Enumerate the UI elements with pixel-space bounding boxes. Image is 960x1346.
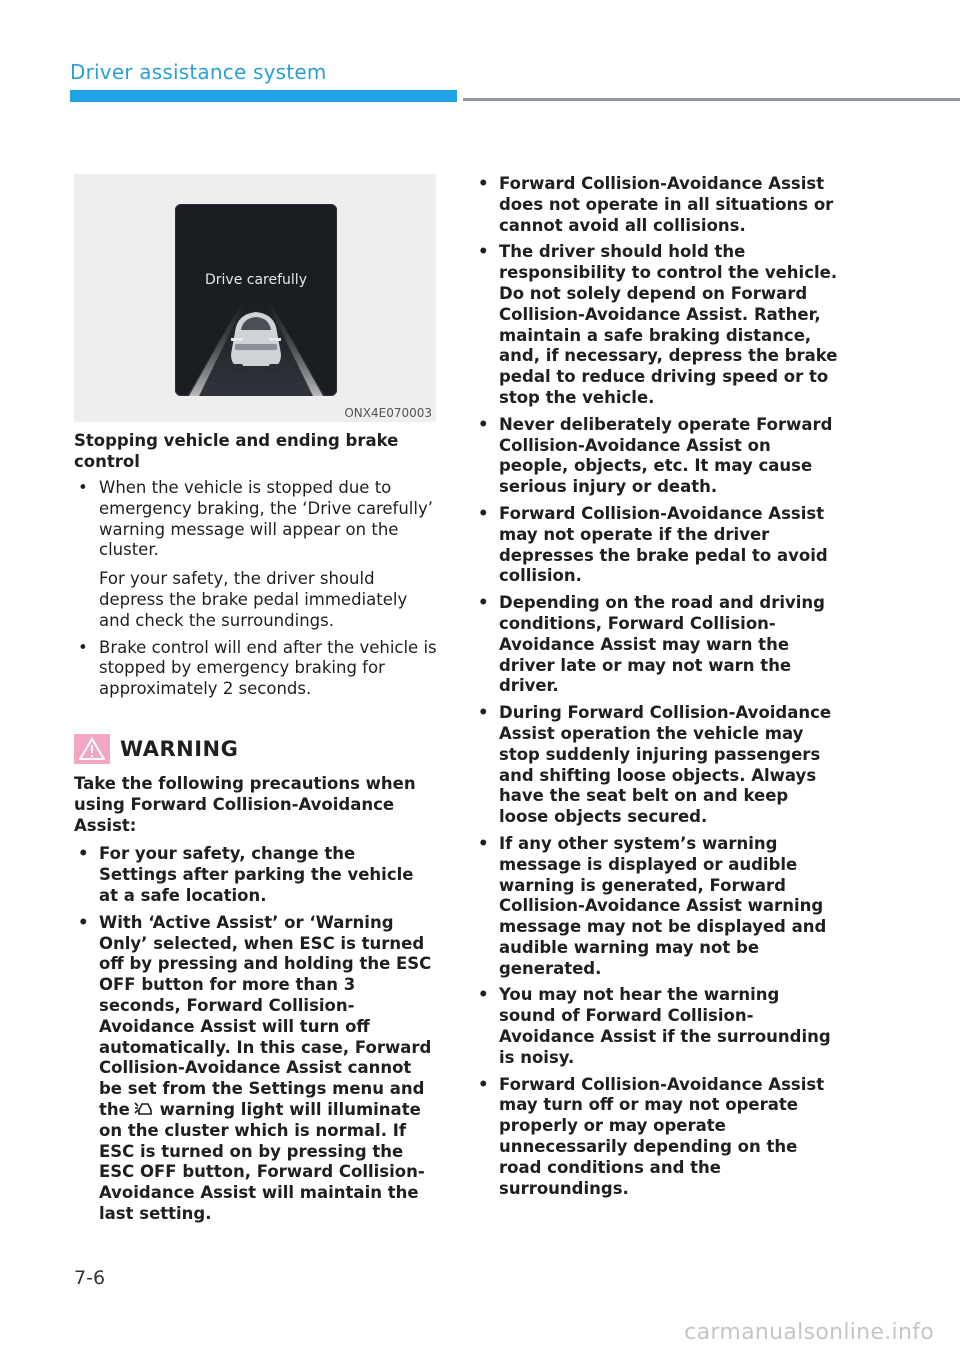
warning-text-part: warning light will illuminate on the cluster which is normal. If ESC is turned on by pressing the ESC OFF button, Forward Collision-Avoidance Assist will maintain the last setting.: [99, 1099, 425, 1223]
warning-triangle-icon: [74, 734, 110, 764]
right-column: [474, 174, 840, 1205]
list-item: • Forward Collision-Avoidance Assist does not operate in all situations or cannot avoid all collisions.: [474, 174, 840, 236]
cluster-screen: [175, 204, 337, 396]
header-rule-grey: [463, 98, 960, 101]
cluster-figure: [74, 174, 436, 422]
list-item: • The driver should hold the responsibility to control the vehicle. Do not solely depend on Forward Collision-Avoidance Assist. Rather, maintain a safe braking distance, and, if necessary, depress the brake pedal to reduce driving speed or to stop the vehicle.: [474, 242, 840, 408]
list-item: • Depending on the road and driving conditions, Forward Collision-Avoidance Assist may warn the driver late or may not warn the driver.: [474, 593, 840, 697]
header-rule-blue: [70, 90, 457, 102]
left-column: [74, 430, 438, 1231]
stopping-bullets: [74, 478, 438, 700]
fca-warning-light-icon: [134, 1101, 154, 1117]
list-item: • Forward Collision-Avoidance Assist may turn off or may not operate properly or may operate unnecessarily depending on the road conditions and the surroundings.: [474, 1075, 840, 1200]
list-item: • For your safety, change the Settings after parking the vehicle at a safe location.: [74, 844, 438, 906]
sub-heading: Stopping vehicle and ending brake control: [74, 431, 399, 471]
figure-code: ONX4E070003: [344, 406, 432, 420]
bullet-paragraph: • When the vehicle is stopped due to emergency braking, the ‘Drive carefully’ warning message will appear on the cluster.: [99, 478, 433, 560]
list-item: [74, 913, 438, 1225]
warning-header: [74, 734, 438, 764]
list-item: [74, 478, 438, 632]
road-lanes-graphic: [175, 204, 337, 396]
warning-bullets: [74, 844, 438, 1224]
precaution-bullets: [474, 174, 840, 1199]
warning-intro: Take the following precautions when using Forward Collision-Avoidance Assist:: [74, 773, 416, 835]
page-number: 7-6: [74, 1267, 106, 1289]
screen-message: Drive carefully: [205, 272, 307, 288]
list-item: • If any other system’s warning message is displayed or audible warning is generated, Forward Collision-Avoidance Assist warning message may not be displayed and audible warning may not be generated.: [474, 834, 840, 980]
warning-text-part: With ‘Active Assist’ or ‘Warning Only’ selected, when ESC is turned off by pressing and holding the ESC OFF button for more than 3 seconds, Forward Collision-Avoidance Assist will turn off automatically. In this case, Forward Collision-Avoidance Assist cannot be set from the Settings menu and the: [99, 912, 432, 1119]
list-item: • You may not hear the warning sound of Forward Collision-Avoidance Assist if the surrounding is noisy.: [474, 985, 840, 1068]
watermark: carmanualsonline.info: [684, 1320, 934, 1345]
section-title: Driver assistance system: [70, 60, 327, 84]
bullet-paragraph: For your safety, the driver should depress the brake pedal immediately and check the surroundings.: [99, 569, 408, 630]
list-item: • During Forward Collision-Avoidance Assist operation the vehicle may stop suddenly injuring passengers and shifting loose objects. Always have the seat belt on and keep loose objects secured.: [474, 703, 840, 828]
list-item: • Never deliberately operate Forward Collision-Avoidance Assist on people, objects, etc. It may cause serious injury or death.: [474, 415, 840, 498]
list-item: • Brake control will end after the vehicle is stopped by emergency braking for approximately 2 seconds.: [74, 638, 438, 700]
warning-title: WARNING: [120, 736, 239, 761]
list-item: • Forward Collision-Avoidance Assist may not operate if the driver depresses the brake pedal to avoid collision.: [474, 504, 840, 587]
